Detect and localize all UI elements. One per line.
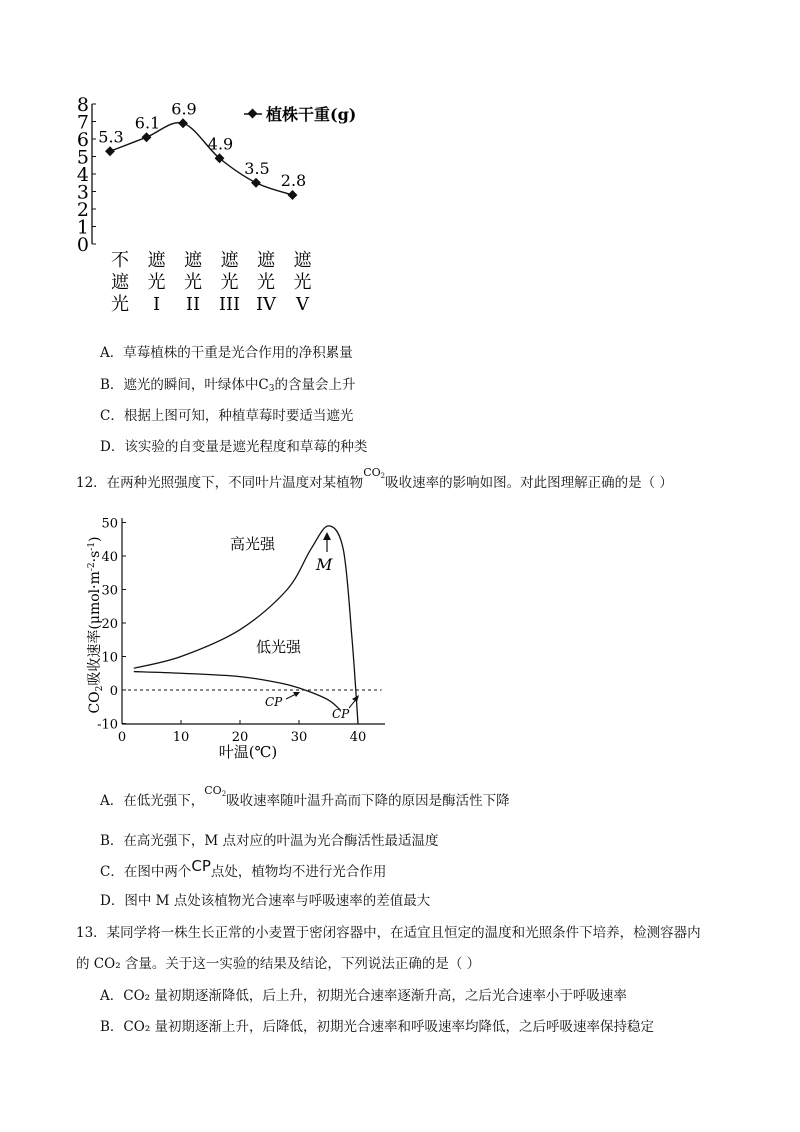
q12-option-a-after: 吸收速率随叶温升高而下降的原因是酶活性下降: [226, 793, 510, 809]
q12-option-a-co2: CO2: [204, 784, 227, 798]
c1-category-label: 光: [184, 272, 202, 293]
q11-option-b-text: B．遮光的瞬间，叶绿体中: [100, 377, 259, 393]
c1-point: [251, 178, 261, 188]
c2-y-tick-label: 20: [101, 617, 118, 632]
c1-category-label: 光: [220, 272, 239, 293]
c1-point: [288, 190, 298, 200]
q11-option-b-sub: 3: [268, 384, 275, 394]
c1-category-label: 遮: [184, 250, 202, 271]
c1-category-labels: [111, 250, 313, 315]
c1-data-label: 4.9: [207, 134, 234, 154]
c1-category-label: V: [296, 294, 309, 315]
c2-x-tick-label: 0: [117, 730, 127, 745]
c1-y-tick-label: 1: [76, 216, 89, 239]
c1-category-label: 光: [257, 272, 275, 293]
c1-y-tick-label: 5: [76, 146, 89, 169]
series-low-light: [134, 672, 340, 711]
c1-category-label: II: [185, 294, 201, 315]
q12-stem-after: 吸收速率的影响如图。对此图理解正确的是（ ）: [385, 475, 673, 491]
c1-y-tick-label: 6: [76, 129, 89, 151]
c1-category-label: I: [152, 294, 161, 315]
c1-category-label: 遮: [111, 272, 129, 293]
q12-option-c: [100, 857, 387, 881]
cp1-arrow-icon: [286, 692, 300, 699]
c1-y-tick-label: 2: [76, 199, 89, 221]
c2-x-axis-label: 叶温(℃): [218, 743, 278, 761]
c1-category-label: 遮: [293, 250, 312, 271]
c1-category-label: 遮: [220, 250, 239, 271]
c1-y-tick-label: 8: [76, 94, 89, 116]
m-arrow-icon: [323, 532, 331, 552]
q11-option-b-c: C: [258, 377, 269, 393]
c1-legend-text: 植株干重(g): [266, 105, 357, 124]
c1-data-label: 5.3: [98, 127, 124, 147]
c2-y-tick-label: 30: [101, 583, 118, 599]
c1-category-label: 光: [293, 272, 312, 293]
c1-y-tick-label: 4: [76, 164, 89, 186]
q11-option-d: D．该实验的自变量是遮光程度和草莓的种类: [100, 439, 368, 455]
c2-y-tick-label: 10: [101, 650, 118, 666]
dry-weight-chart: [0, 0, 800, 320]
c1-y-tick-label: 3: [76, 181, 89, 204]
q11-option-c: C．根据上图可知，种植草莓时要适当遮光: [100, 408, 354, 424]
q11-option-b-rest: 的含量会上升: [274, 377, 356, 393]
c1-category-label: 遮: [147, 250, 166, 271]
c2-label-cp1: CP: [265, 695, 283, 709]
q12-option-a: [100, 784, 510, 814]
c1-y-tick-label: 0: [76, 234, 89, 256]
q13-option-a: A．CO₂ 量初期逐渐降低，后上升，初期光合速率逐渐升高，之后光合速率小于呼吸速率: [100, 988, 627, 1004]
c1-point: [178, 118, 188, 128]
c2-label-cp2: CP: [332, 707, 350, 721]
c1-category-label: 光: [111, 294, 129, 315]
co2-absorption-chart: [0, 505, 800, 765]
c1-category-label: III: [218, 294, 241, 315]
q12-option-c-before: C．在图中两个: [100, 864, 192, 880]
q12-stem-co2: CO2: [363, 466, 386, 480]
c2-y-tick-label: -10: [97, 717, 118, 733]
q12-option-b: B．在高光强下，M 点对应的叶温为光合酶活性最适温度: [100, 833, 439, 849]
q13-stem-line1: 13．某同学将一株生长正常的小麦置于密闭容器中，在适宜且恒定的温度和光照条件下培养，检测容器内: [76, 925, 701, 941]
q12-option-a-before: A．在低光强下，: [100, 793, 205, 809]
q12-stem-before: 12．在两种光照强度下，不同叶片温度对某植物: [76, 475, 364, 491]
q12-option-c-cp: CP: [191, 857, 211, 875]
c1-category-label: 光: [147, 272, 166, 293]
q12-stem: [76, 466, 673, 496]
c2-label-low: 低光强: [256, 638, 302, 656]
c1-category-label: 遮: [257, 250, 275, 271]
c2-y-tick-label: 0: [109, 684, 118, 699]
c2-x-tick-label: 40: [349, 730, 367, 745]
c2-y-axis-label: $CO_2$吸收速率$(\mu mol\cdot m^{-2}\cdot s^{-1})$: [87, 536, 105, 714]
q13-stem-line2: 的 CO₂ 含量。关于这一实验的结果及结论，下列说法正确的是（ ）: [76, 956, 481, 972]
q11-option-a: A．草莓植株的干重是光合作用的净积累量: [100, 345, 353, 361]
c1-data-label: 6.1: [134, 113, 161, 133]
c1-legend: [244, 105, 356, 124]
c2-y-tick-label: 50: [101, 516, 118, 532]
c2-label-m: M: [316, 555, 333, 574]
q13-option-b: B．CO₂ 量初期逐渐上升，后降低，初期光合速率和呼吸速率均降低，之后呼吸速率保持稳定: [100, 1019, 655, 1035]
c1-category-label: 不: [111, 250, 129, 271]
cp2-arrow-icon: [349, 695, 359, 708]
c1-y-ticks: [77, 94, 89, 256]
q11-option-b: [100, 376, 356, 398]
c1-point: [105, 146, 115, 156]
c2-x-tick-label: 30: [290, 730, 308, 745]
c2-label-high: 高光强: [230, 535, 276, 553]
legend-marker-icon: [248, 109, 258, 119]
c1-data-label: 3.5: [244, 158, 270, 178]
q12-option-d: D．图中 M 点处该植物光合速率与呼吸速率的差值最大: [100, 893, 431, 909]
c1-category-label: IV: [255, 294, 277, 315]
c1-y-tick-label: 7: [76, 111, 89, 134]
q12-option-c-after: 点处，植物均不进行光合作用: [210, 864, 387, 880]
c1-data-label: 6.9: [171, 99, 197, 119]
c1-data-label: 2.8: [280, 171, 307, 190]
c2-y-tick-label: 40: [101, 550, 118, 565]
c2-x-tick-label: 20: [231, 730, 249, 745]
c2-x-tick-label: 10: [172, 730, 190, 745]
c1-point: [142, 132, 152, 142]
